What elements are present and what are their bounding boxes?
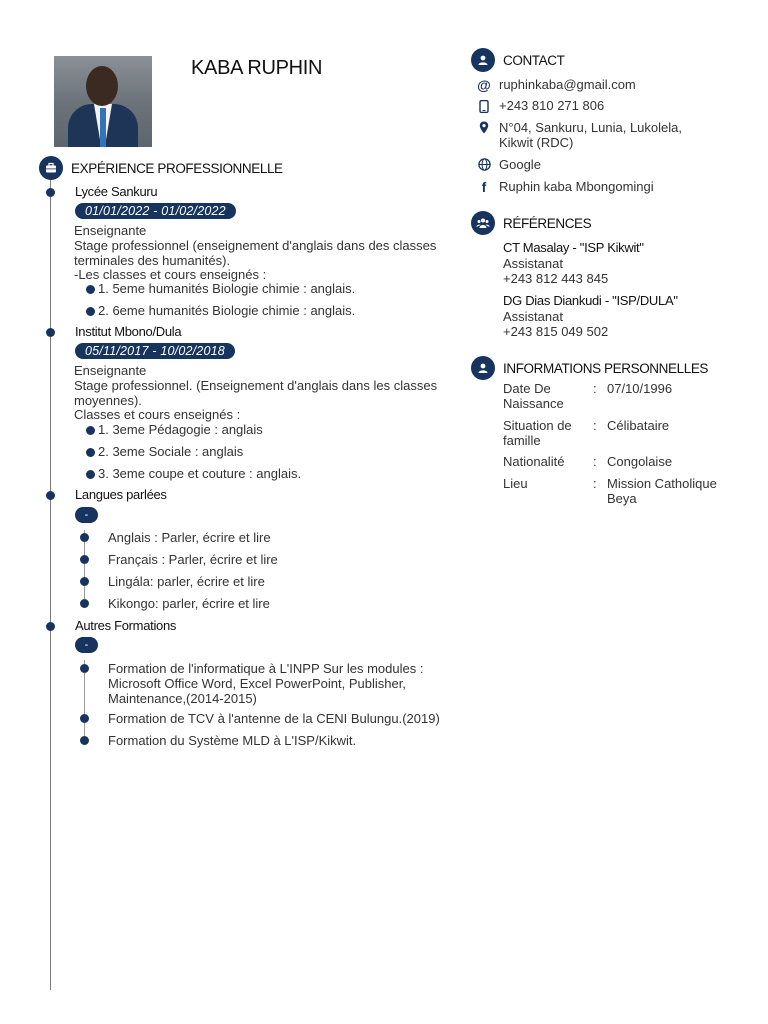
sub-dot xyxy=(80,599,89,608)
trainings-badge: - xyxy=(75,637,98,653)
date-badge: 05/11/2017 - 10/02/2018 xyxy=(75,343,235,359)
reference-phone: +243 815 049 502 xyxy=(503,324,609,339)
person-name: KABA RUPHIN xyxy=(191,57,323,79)
briefcase-icon xyxy=(39,156,63,180)
entry-intro: -Les classes et cours enseignés : xyxy=(74,267,267,282)
timeline-dot xyxy=(46,188,55,197)
section-title: RÉFÉRENCES xyxy=(503,215,592,231)
info-colon: : xyxy=(593,476,597,491)
entry-description: Stage professionnel (enseignement d'anglais dans des classes terminales des humanités). xyxy=(74,238,437,268)
person-icon xyxy=(471,48,495,72)
info-value: Célibataire xyxy=(607,418,670,433)
list-item: 1. 3eme Pédagogie : anglais xyxy=(86,422,263,437)
contact-address: N°04, Sankuru, Lunia, Lukolela, Kikwit (RDC) xyxy=(499,120,682,150)
trainings-title: Autres Formations xyxy=(75,618,177,633)
entry-description: Stage professionnel. (Enseignement d'anglais dans les classes moyennes). xyxy=(74,378,438,408)
languages-title: Langues parlées xyxy=(75,487,167,502)
sub-dot xyxy=(80,533,89,542)
language-item: Kikongo: parler, écrire et lire xyxy=(108,596,270,611)
references-header xyxy=(471,211,591,235)
info-value: Mission Catholique Beya xyxy=(607,476,717,506)
training-item: Formation de TCV à l'antenne de la CENI Bulungu.(2019) xyxy=(108,711,440,726)
reference-role: Assistanat xyxy=(503,309,563,324)
info-value: Congolaise xyxy=(607,454,673,469)
languages-badge: - xyxy=(75,507,98,523)
sub-dot xyxy=(80,714,89,723)
timeline-dot xyxy=(46,491,55,500)
section-title: CONTACT xyxy=(503,52,565,68)
profile-photo xyxy=(54,56,152,147)
sub-dot xyxy=(80,664,89,673)
group-icon xyxy=(471,211,495,235)
timeline-dot xyxy=(46,622,55,631)
info-value: 07/10/1996 xyxy=(607,381,673,396)
timeline-dot xyxy=(46,328,55,337)
training-item: Formation de l'informatique à L'INPP Sur les modules : Microsoft Office Word, Excel PowerPoint, Publisher, Maintenance,(2014-2015) xyxy=(108,661,424,706)
globe-icon xyxy=(477,157,491,171)
contact-facebook[interactable]: Ruphin kaba Mbongomingi xyxy=(499,179,654,194)
info-label: Lieu xyxy=(503,476,528,491)
info-colon: : xyxy=(593,454,597,469)
entry-role: Enseignante xyxy=(74,363,147,378)
reference-name: CT Masalay - "ISP Kikwit" xyxy=(503,240,644,255)
section-title: INFORMATIONS PERSONNELLES xyxy=(503,360,709,376)
training-item: Formation du Système MLD à L'ISP/Kikwit. xyxy=(108,733,357,748)
info-colon: : xyxy=(593,381,597,396)
reference-phone: +243 812 443 845 xyxy=(503,271,609,286)
contact-website[interactable]: Google xyxy=(499,157,541,172)
contact-phone: +243 810 271 806 xyxy=(499,98,605,113)
timeline-line xyxy=(50,168,51,990)
section-title: EXPÉRIENCE PROFESSIONNELLE xyxy=(71,160,283,176)
entry-intro: Classes et cours enseignés : xyxy=(74,407,241,422)
contact-header xyxy=(471,48,564,72)
sub-dot xyxy=(80,555,89,564)
location-icon xyxy=(477,120,491,134)
sub-dot xyxy=(80,736,89,745)
list-item: 2. 6eme humanités Biologie chimie : anglais. xyxy=(86,303,355,318)
list-item: 2. 3eme Sociale : anglais xyxy=(86,444,243,459)
reference-name: DG Dias Diankudi - "ISP/DULA" xyxy=(503,293,678,308)
language-item: Français : Parler, écrire et lire xyxy=(108,552,278,567)
experience-header xyxy=(39,156,283,180)
contact-email[interactable]: ruphinkaba@gmail.com xyxy=(499,77,636,92)
info-label: Nationalité xyxy=(503,454,565,469)
facebook-icon: f xyxy=(481,179,487,195)
sub-dot xyxy=(80,577,89,586)
person-icon xyxy=(471,356,495,380)
language-item: Anglais : Parler, écrire et lire xyxy=(108,530,271,545)
date-badge: 01/01/2022 - 01/02/2022 xyxy=(75,203,236,219)
list-item: 3. 3eme coupe et couture : anglais. xyxy=(86,466,301,481)
at-icon: @ xyxy=(477,77,491,93)
list-item: 1. 5eme humanités Biologie chimie : anglais. xyxy=(86,281,355,296)
entry-role: Enseignante xyxy=(74,223,147,238)
phone-icon xyxy=(477,99,491,113)
info-label: Date De Naissance xyxy=(503,381,564,411)
entry-org: Lycée Sankuru xyxy=(75,184,158,199)
language-item: Lingála: parler, écrire et lire xyxy=(108,574,265,589)
entry-org: Institut Mbono/Dula xyxy=(75,324,182,339)
reference-role: Assistanat xyxy=(503,256,563,271)
info-colon: : xyxy=(593,418,597,433)
personal-info-header xyxy=(471,356,708,380)
info-label: Situation de famille xyxy=(503,418,572,448)
